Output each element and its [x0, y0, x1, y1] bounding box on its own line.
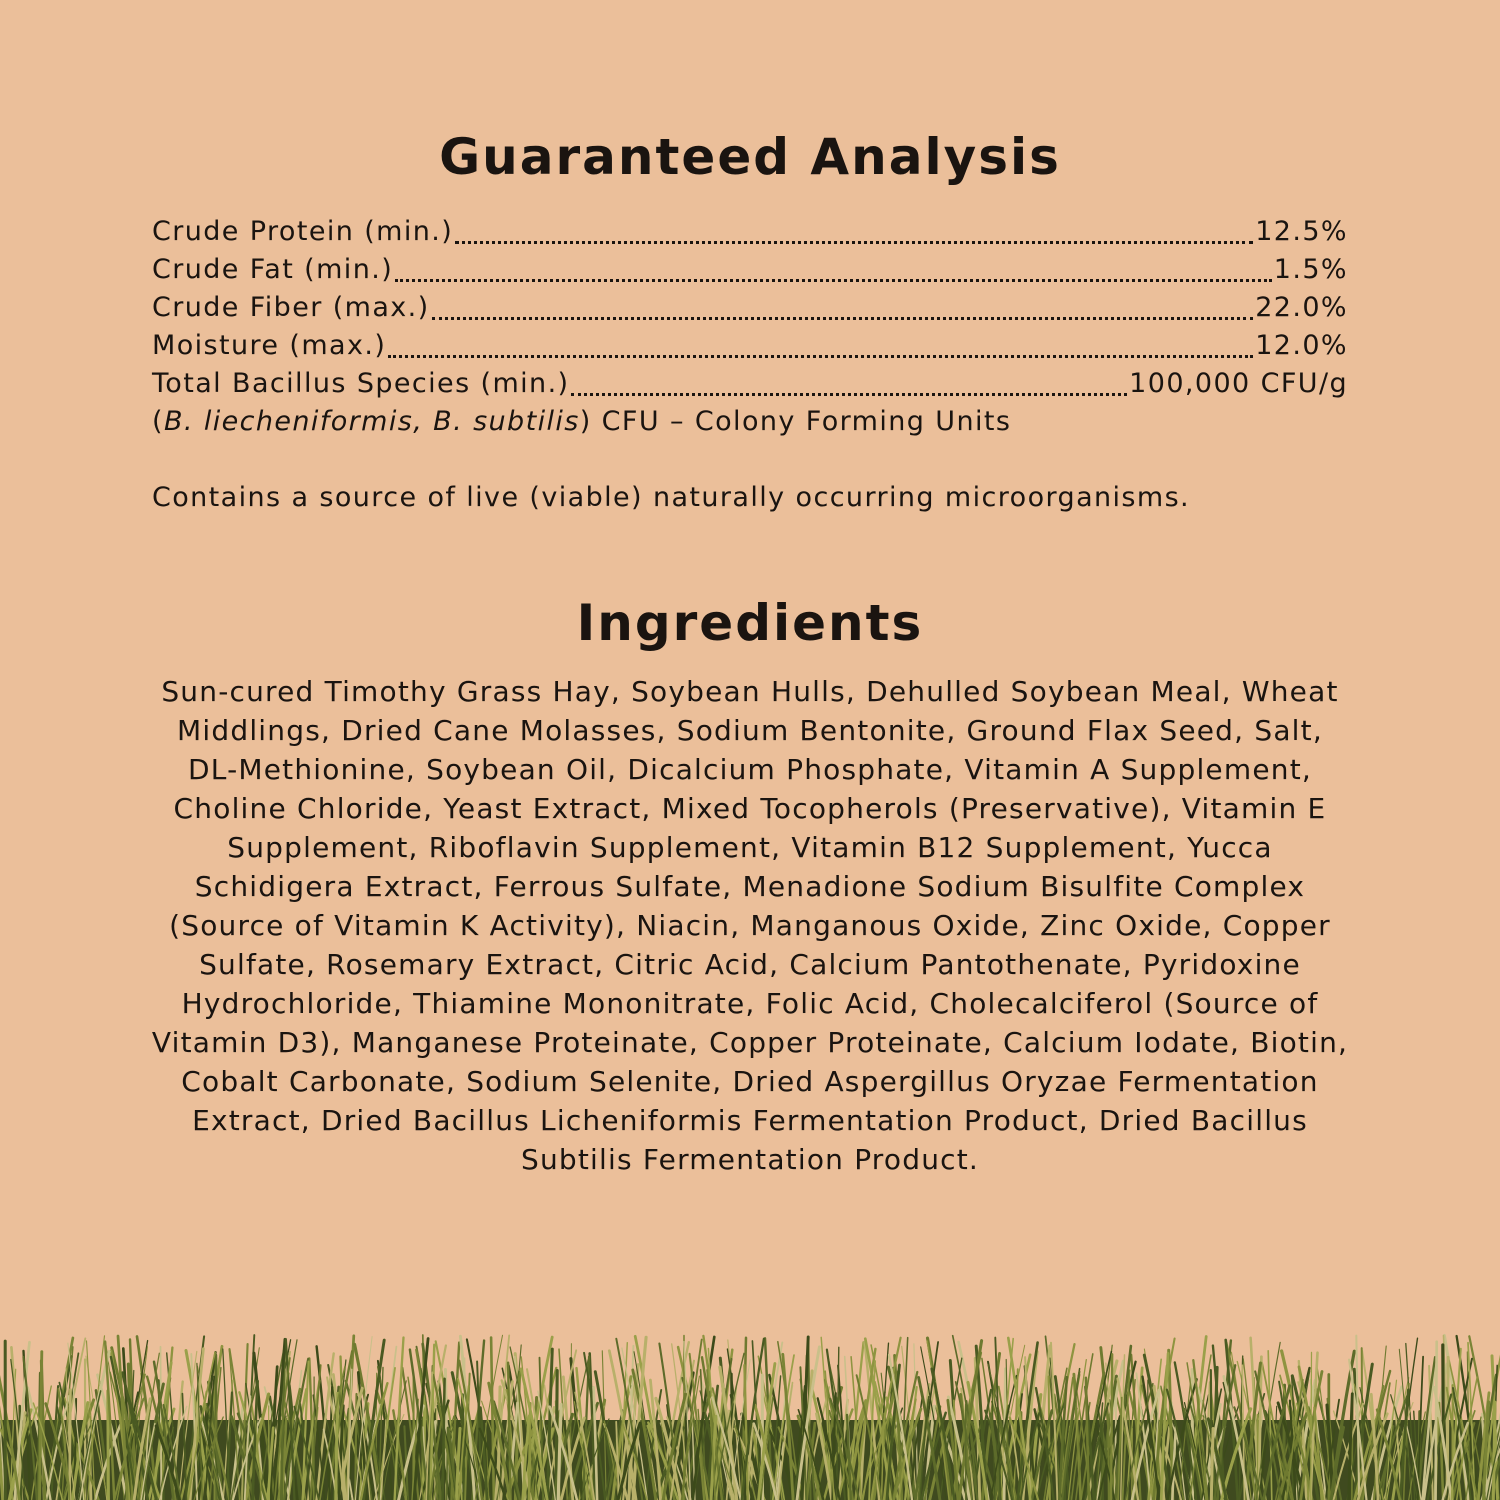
dot-leader	[432, 317, 1254, 320]
grass-blade	[1108, 1415, 1109, 1500]
analysis-label: Total Bacillus Species (min.)	[152, 368, 570, 399]
analysis-value: 1.5%	[1273, 254, 1348, 285]
species-note-open: (	[152, 406, 164, 437]
grass-blade	[1211, 1429, 1213, 1500]
analysis-value: 12.0%	[1255, 330, 1348, 361]
analysis-value: 22.0%	[1255, 292, 1348, 323]
grass-blade	[1049, 1376, 1050, 1500]
grass-blade	[1311, 1352, 1312, 1500]
grass-blade	[1436, 1342, 1437, 1500]
analysis-label: Crude Protein (min.)	[152, 216, 454, 247]
grass-blade	[1111, 1354, 1112, 1500]
analysis-row-crude-fat	[152, 251, 1348, 289]
guaranteed-analysis-table	[152, 213, 1348, 517]
analysis-label: Crude Fat (min.)	[152, 254, 394, 285]
grass-blade	[242, 1420, 243, 1500]
analysis-row-crude-protein	[152, 213, 1348, 251]
grass-blade	[1493, 1402, 1495, 1500]
grass-strip-image	[0, 1325, 1500, 1500]
species-names: B. liecheniformis, B. subtilis	[163, 406, 580, 437]
analysis-label: Moisture (max.)	[152, 330, 387, 361]
analysis-row-crude-fiber	[152, 289, 1348, 327]
dot-leader	[388, 355, 1253, 358]
guaranteed-analysis-title: Guaranteed Analysis	[439, 128, 1061, 186]
analysis-row-moisture	[152, 327, 1348, 365]
analysis-row-bacillus	[152, 365, 1348, 403]
dot-leader	[571, 393, 1127, 396]
ingredients-list: Sun-cured Timothy Grass Hay, Soybean Hulls, Dehulled Soybean Meal, Wheat Middlings, Dried Cane Molasses, Sodium Bentonite, Ground Flax Seed, Salt, DL-Methionine, Soybean Oil, Dicalcium Phosphate, Vitamin A Supplement, Choline Chloride, Yeast Extract, Mixed Tocopherols (Preservative), Vitamin E Supplement, Riboflavin Supplement, Vitamin B12 Supplement, Yucca Schidigera Extract, Ferrous Sulfate, Menadione Sodium Bisulfite Complex (Source of Vitamin K Activity), Niacin, Manganous Oxide, Zinc Oxide, Copper Sulfate, Rosemary Extract, Citric Acid, Calcium Pantothenate, Pyridoxine Hydrochloride, Thiamine Mononitrate, Folic Acid, Cholecalciferol (Source of Vitamin D3), Manganese Proteinate, Copper Proteinate, Calcium Iodate, Biotin, Cobalt Carbonate, Sodium Selenite, Dried Aspergillus Oryzae Fermentation Extract, Dried Bacillus Licheniformis Fermentation Product, Dried Bacillus Subtilis Fermentation Product.	[151, 675, 1349, 1176]
analysis-value: 100,000 CFU/g	[1129, 368, 1348, 399]
analysis-label: Crude Fiber (max.)	[152, 292, 430, 323]
dot-leader	[395, 279, 1272, 282]
dot-leader	[455, 241, 1253, 244]
analysis-value: 12.5%	[1255, 216, 1348, 247]
ingredients-title: Ingredients	[576, 594, 924, 652]
microorganism-statement: Contains a source of live (viable) naturally occurring microorganisms.	[152, 482, 1191, 513]
species-note-rest: ) CFU – Colony Forming Units	[579, 406, 1012, 437]
species-note	[152, 403, 1348, 441]
grass-blade	[269, 1406, 270, 1500]
